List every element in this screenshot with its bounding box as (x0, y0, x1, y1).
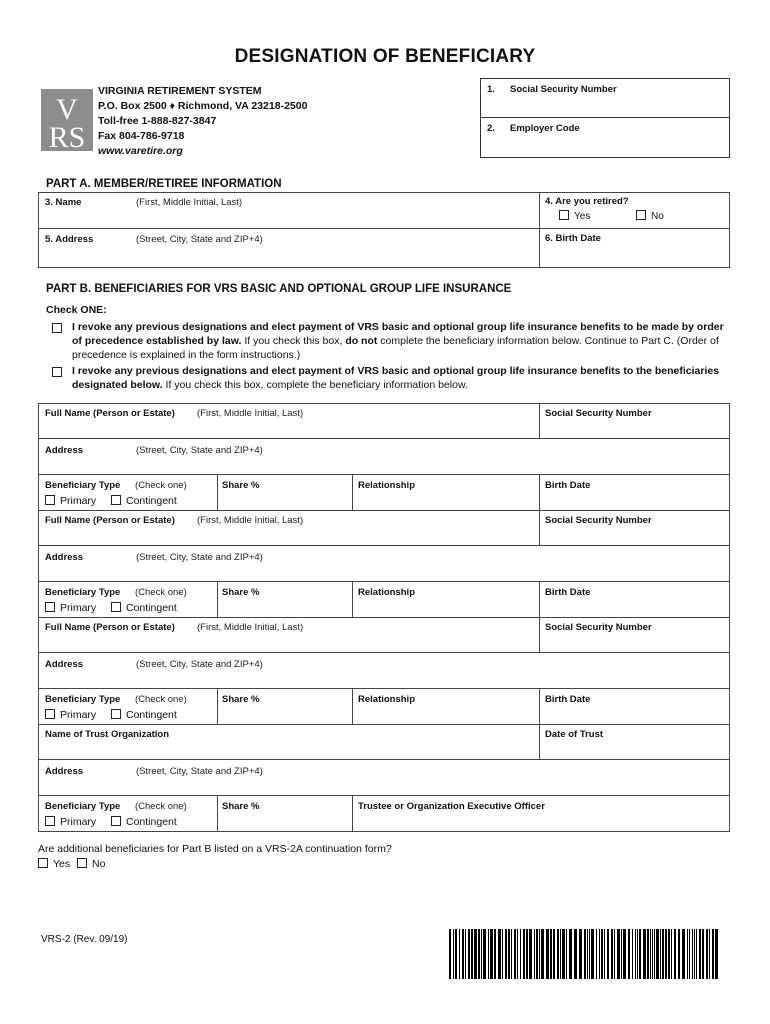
svg-text:RS: RS (48, 121, 86, 151)
relationship-label: Relationship (358, 480, 416, 491)
beneficiary-type-hint: (Check one) (135, 587, 187, 598)
org-fax: Fax 804-786-9718 (98, 130, 185, 142)
birth-date-label: 6. Birth Date (545, 233, 601, 244)
org-website: www.varetire.org (98, 145, 183, 157)
trust-share-label: Share % (222, 801, 260, 812)
option1-text: I revoke any previous designations and elect payment of VRS basic and optional group life insurance benefits to be made by order of precedence established by law. If you check this box, do not complete the beneficiary information below. Continue to Part C. (Order of precedence is explained in the form instructions.) (72, 321, 724, 361)
beneficiary-ssn-label: Social Security Number (545, 408, 652, 419)
vrs-logo (41, 89, 93, 151)
share-label: Share % (222, 480, 260, 491)
retired-no-checkbox[interactable] (636, 210, 646, 220)
beneficiary-name-hint: (First, Middle Initial, Last) (197, 622, 304, 633)
option2-text: I revoke any previous designations and elect payment of VRS basic and optional group life insurance benefits to the beneficiaries designated below. If you check this box, complete the beneficiary information below. (72, 365, 720, 391)
trust-contingent-option[interactable]: Contingent (111, 816, 177, 828)
part-a-box (38, 192, 730, 268)
trust-officer-label: Trustee or Organization Executive Officer (358, 801, 545, 812)
relationship-label: Relationship (358, 694, 416, 705)
beneficiary-type-hint: (Check one) (135, 480, 187, 491)
beneficiary-address-label: Address (45, 445, 84, 456)
form-revision: VRS-2 (Rev. 09/19) (41, 934, 128, 945)
beneficiary-2-block (38, 510, 730, 618)
id-fields-box (480, 78, 730, 158)
trust-contingent-checkbox[interactable] (111, 816, 121, 826)
primary-checkbox[interactable] (45, 602, 55, 612)
continuation-yes-checkbox[interactable] (38, 858, 48, 868)
continuation-yes-option[interactable]: Yes (38, 858, 70, 870)
share-label: Share % (222, 694, 260, 705)
option-order-of-precedence[interactable] (52, 320, 732, 362)
part-b-heading: PART B. BENEFICIARIES FOR VRS BASIC AND OPTIONAL GROUP LIFE INSURANCE (46, 283, 512, 295)
trust-address-hint: (Street, City, State and ZIP+4) (136, 766, 263, 777)
barcode-icon (449, 929, 721, 979)
beneficiary-address-hint: (Street, City, State and ZIP+4) (136, 552, 263, 563)
continuation-question: Are additional beneficiaries for Part B listed on a VRS-2A continuation form? (38, 843, 392, 855)
retired-no-option[interactable] (636, 210, 664, 222)
form-title: DESIGNATION OF BENEFICIARY (234, 46, 536, 67)
continuation-no-option[interactable]: No (77, 858, 105, 870)
beneficiary-name-label: Full Name (Person or Estate) (45, 408, 175, 419)
employer-label: Employer Code (510, 123, 580, 134)
primary-option[interactable]: Primary (45, 709, 96, 721)
contingent-option[interactable]: Contingent (111, 495, 177, 507)
member-address-label: 5. Address (45, 234, 94, 245)
ssn-number: 1. (487, 84, 495, 95)
beneficiary-3-block (38, 617, 730, 725)
member-name-label: 3. Name (45, 197, 82, 208)
beneficiary-address-hint: (Street, City, State and ZIP+4) (136, 445, 263, 456)
beneficiary-ssn-label: Social Security Number (545, 515, 652, 526)
member-address-hint: (Street, City, State and ZIP+4) (136, 234, 263, 245)
member-name-hint: (First, Middle Initial, Last) (136, 197, 243, 208)
beneficiary-birth-date-label: Birth Date (545, 694, 591, 705)
primary-option[interactable]: Primary (45, 495, 96, 507)
trust-type-hint: (Check one) (135, 801, 187, 812)
beneficiary-name-label: Full Name (Person or Estate) (45, 515, 175, 526)
trust-address-label: Address (45, 766, 84, 777)
beneficiary-name-hint: (First, Middle Initial, Last) (197, 408, 304, 419)
beneficiary-address-label: Address (45, 659, 84, 670)
retired-question: 4. Are you retired? (545, 196, 629, 207)
share-label: Share % (222, 587, 260, 598)
org-name: VIRGINIA RETIREMENT SYSTEM (98, 85, 262, 97)
svg-text:V: V (56, 93, 78, 126)
trust-date-label: Date of Trust (545, 729, 604, 740)
beneficiary-birth-date-label: Birth Date (545, 480, 591, 491)
ssn-field[interactable] (481, 79, 729, 118)
contingent-option[interactable]: Contingent (111, 709, 177, 721)
check-one-label: Check ONE: (46, 304, 107, 316)
beneficiary-address-hint: (Street, City, State and ZIP+4) (136, 659, 263, 670)
retired-yes-option[interactable] (559, 210, 590, 222)
beneficiary-type-label: Beneficiary Type (45, 694, 121, 705)
option-designated-beneficiaries[interactable] (52, 364, 732, 392)
trust-primary-checkbox[interactable] (45, 816, 55, 826)
retired-no-label: No (651, 211, 664, 222)
org-address: P.O. Box 2500 ♦ Richmond, VA 23218-2500 (98, 100, 308, 112)
contingent-option[interactable]: Contingent (111, 602, 177, 614)
beneficiary-type-label: Beneficiary Type (45, 587, 121, 598)
beneficiary-1-block (38, 403, 730, 511)
trust-name-label: Name of Trust Organization (45, 729, 170, 740)
org-tollfree: Toll-free 1-888-827-3847 (98, 115, 217, 127)
trust-type-label: Beneficiary Type (45, 801, 121, 812)
continuation-no-checkbox[interactable] (77, 858, 87, 868)
organization-info (98, 84, 307, 159)
contingent-checkbox[interactable] (111, 602, 121, 612)
order-of-precedence-checkbox[interactable] (52, 323, 62, 333)
beneficiary-type-label: Beneficiary Type (45, 480, 121, 491)
contingent-checkbox[interactable] (111, 709, 121, 719)
retired-yes-label: Yes (574, 211, 591, 222)
relationship-label: Relationship (358, 587, 416, 598)
beneficiary-name-label: Full Name (Person or Estate) (45, 622, 175, 633)
primary-checkbox[interactable] (45, 495, 55, 505)
beneficiary-ssn-label: Social Security Number (545, 622, 652, 633)
primary-checkbox[interactable] (45, 709, 55, 719)
designated-beneficiaries-checkbox[interactable] (52, 367, 62, 377)
employer-number: 2. (487, 123, 495, 134)
trust-primary-option[interactable]: Primary (45, 816, 96, 828)
retired-yes-checkbox[interactable] (559, 210, 569, 220)
ssn-label: Social Security Number (510, 84, 617, 95)
trust-block (38, 724, 730, 832)
beneficiary-type-hint: (Check one) (135, 694, 187, 705)
part-a-heading: PART A. MEMBER/RETIREE INFORMATION (46, 178, 282, 190)
contingent-checkbox[interactable] (111, 495, 121, 505)
beneficiary-name-hint: (First, Middle Initial, Last) (197, 515, 304, 526)
employer-code-field[interactable] (481, 118, 729, 157)
primary-option[interactable]: Primary (45, 602, 96, 614)
beneficiary-address-label: Address (45, 552, 84, 563)
beneficiary-birth-date-label: Birth Date (545, 587, 591, 598)
